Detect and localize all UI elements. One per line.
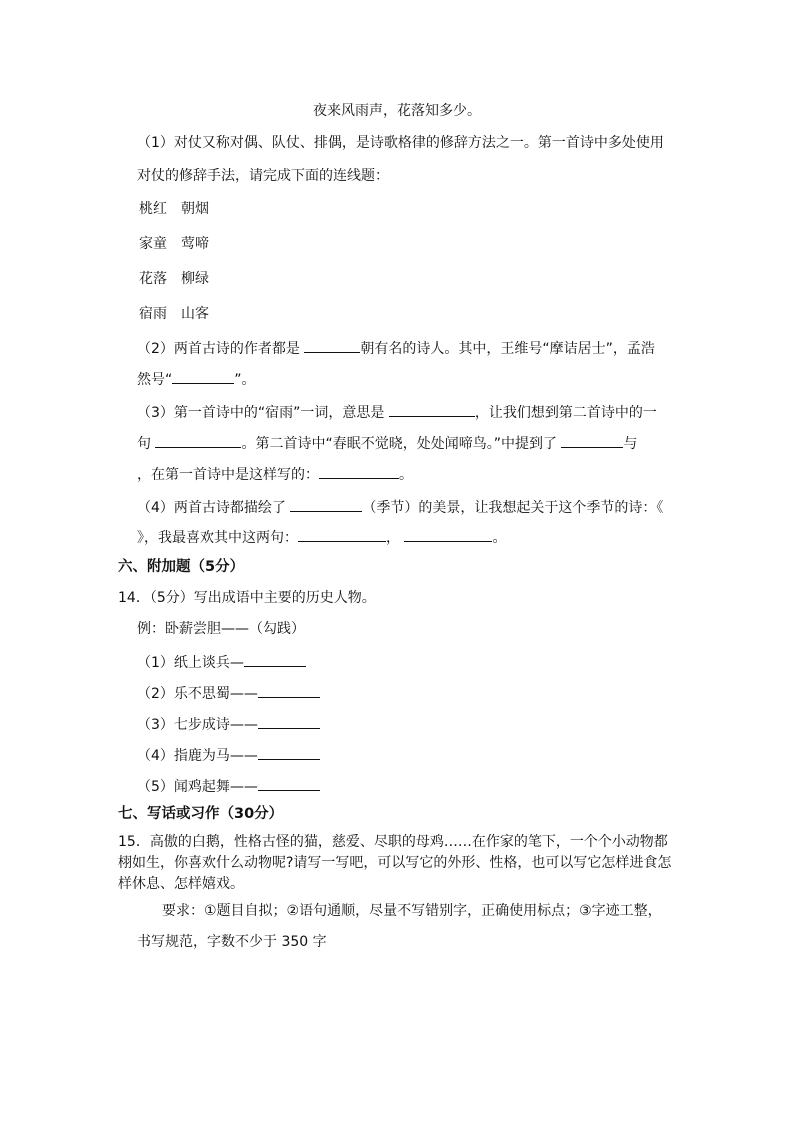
match-pair-row [139, 234, 209, 254]
match-left-item[interactable]: 花落 [139, 271, 167, 287]
answer-blank[interactable] [561, 432, 623, 448]
answer-blank[interactable] [244, 651, 306, 667]
q13-part1-line2: 对仗的修辞手法，请完成下面的连线题： [137, 168, 389, 184]
q13-part2-line2: 然号“ ”。 [137, 368, 256, 390]
answer-blank[interactable] [258, 713, 320, 729]
match-right-item[interactable]: 山客 [181, 306, 209, 322]
q13-part2-line1: （2）两首古诗的作者都是 朝有名的诗人。其中，王维号“摩诘居士”，孟浩 [137, 337, 655, 359]
poem-line: 夜来风雨声，花落知多少。 [313, 103, 481, 119]
answer-blank[interactable] [319, 463, 399, 479]
answer-blank[interactable] [404, 526, 492, 542]
q14-item: （3）七步成诗—— [137, 713, 320, 735]
match-right-item[interactable]: 朝烟 [181, 201, 209, 217]
answer-blank[interactable] [172, 368, 234, 384]
q13-part4-line2: 》，我最喜欢其中这两句： ， 。 [137, 526, 506, 548]
q15-line2: 栩如生，你喜欢什么动物呢?请写一写吧，可以写它的外形、性格，也可以写它怎样进食怎 [118, 855, 672, 871]
match-left-item[interactable]: 家童 [139, 236, 167, 252]
q13-part4-line1: （4）两首古诗都描绘了 （季节）的美景，让我想起关于这个季节的诗：《 [137, 496, 663, 518]
section6-heading: 六、附加题（5分） [118, 559, 245, 575]
match-right-item[interactable]: 柳绿 [181, 271, 209, 287]
q14-item: （2）乐不思蜀—— [137, 682, 320, 704]
q15-requirements-line1: 要求：①题目自拟；②语句通顺，尽量不写错别字，正确使用标点；③字迹工整， [162, 903, 662, 919]
answer-blank[interactable] [155, 432, 241, 448]
q13-part3-line3: ，在第一首诗中是这样写的： 。 [137, 463, 413, 485]
q13-part1-line1: （1）对仗又称对偶、队仗、排偶，是诗歌格律的修辞方法之一。第一首诗中多处使用 [137, 135, 664, 151]
answer-blank[interactable] [258, 744, 320, 760]
answer-blank[interactable] [304, 337, 360, 353]
q15-line3: 样休息、怎样嬉戏。 [118, 876, 244, 892]
match-right-item[interactable]: 莺啼 [181, 236, 209, 252]
match-pair-row [139, 199, 209, 219]
match-left-item[interactable]: 宿雨 [139, 306, 167, 322]
answer-blank[interactable] [389, 401, 475, 417]
q14-example: 例：卧薪尝胆——（勾践） [137, 621, 305, 637]
q13-part3-line1: （3）第一首诗中的“宿雨”一词，意思是 ，让我们想到第二首诗中的一 [137, 401, 657, 423]
section7-heading: 七、写话或习作（30分） [118, 806, 284, 822]
q14-stem: 14．（5分）写出成语中主要的历史人物。 [118, 590, 376, 606]
match-pair-row [139, 269, 209, 289]
q14-item: （1）纸上谈兵— [137, 651, 306, 673]
answer-blank[interactable] [298, 526, 386, 542]
q13-part3-line2: 句 。第二首诗中“春眠不觉晓，处处闻啼鸟。”中提到了 与 [137, 432, 637, 454]
answer-blank[interactable] [258, 682, 320, 698]
q14-item: （5）闻鸡起舞—— [137, 775, 320, 797]
q15-line1: 15．高傲的白鹅，性格古怪的猫，慈爱、尽职的母鸡……在作家的笔下，一个个小动物都 [118, 834, 668, 850]
answer-blank[interactable] [290, 496, 362, 512]
match-pair-row [139, 304, 209, 324]
match-left-item[interactable]: 桃红 [139, 201, 167, 217]
q15-requirements-line2: 书写规范，字数不少于 350 字 [137, 934, 327, 950]
answer-blank[interactable] [258, 775, 320, 791]
q14-item: （4）指鹿为马—— [137, 744, 320, 766]
